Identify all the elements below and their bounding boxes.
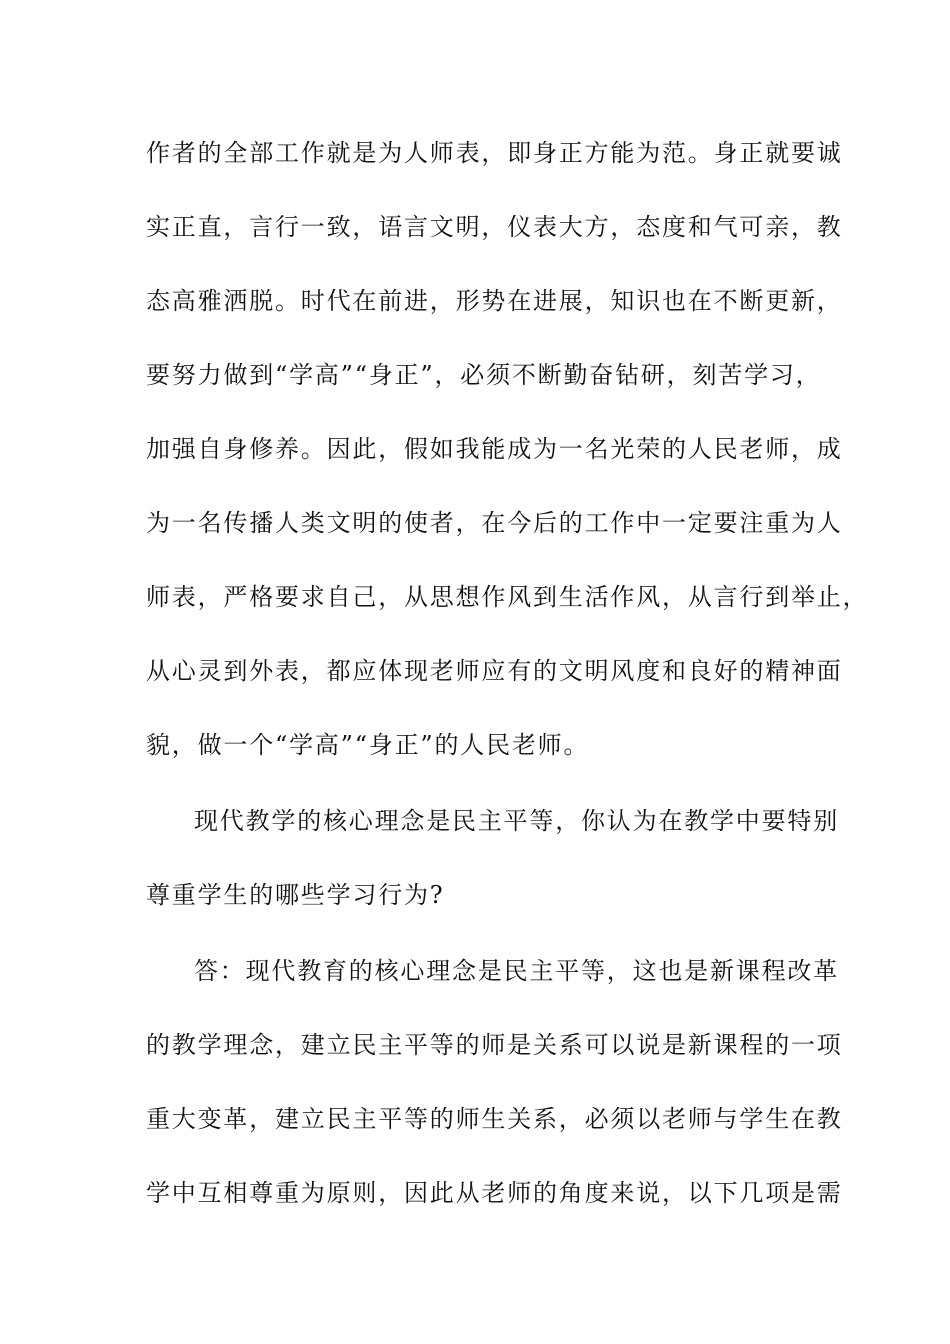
answer-line-1: 答：现代教育的核心理念是民主平等，这也是新课程改革 — [194, 957, 839, 985]
answer-line-3: 重大变革，建立民主平等的师生关系，必须以老师与学生在教 — [146, 1105, 843, 1133]
text-line-8: 从心灵到外表，都应体现老师应有的文明风度和良好的精神面 — [146, 657, 843, 685]
answer-line-2: 的教学理念，建立民主平等的师是关系可以说是新课程的一项 — [146, 1031, 843, 1059]
text-line-4: 要努力做到“学高”“身正”，必须不断勤奋钻研，刻苦学习， — [146, 361, 822, 389]
text-line-7: 师表，严格要求自己，从思想作风到生活作风，从言行到举止， — [146, 583, 869, 611]
text-line-5: 加强自身修养。因此，假如我能成为一名光荣的人民老师，成 — [146, 435, 843, 463]
text-line-1: 作者的全部工作就是为人师表，即身正方能为范。身正就要诚 — [146, 139, 843, 167]
question-line-2: 尊重学生的哪些学习行为? — [146, 881, 445, 909]
text-line-9: 貌，做一个“学高”“身正”的人民老师。 — [146, 731, 590, 759]
text-line-6: 为一名传播人类文明的使者，在今后的工作中一定要注重为人 — [146, 509, 843, 537]
question-line-1: 现代教学的核心理念是民主平等，你认为在教学中要特别 — [194, 807, 839, 835]
text-line-3: 态高雅洒脱。时代在前进，形势在进展，知识也在不断更新， — [146, 287, 843, 315]
text-line-2: 实正直，言行一致，语言文明，仪表大方，态度和气可亲，教 — [146, 213, 843, 241]
answer-line-4: 学中互相尊重为原则，因此从老师的角度来说，以下几项是需 — [146, 1179, 843, 1207]
